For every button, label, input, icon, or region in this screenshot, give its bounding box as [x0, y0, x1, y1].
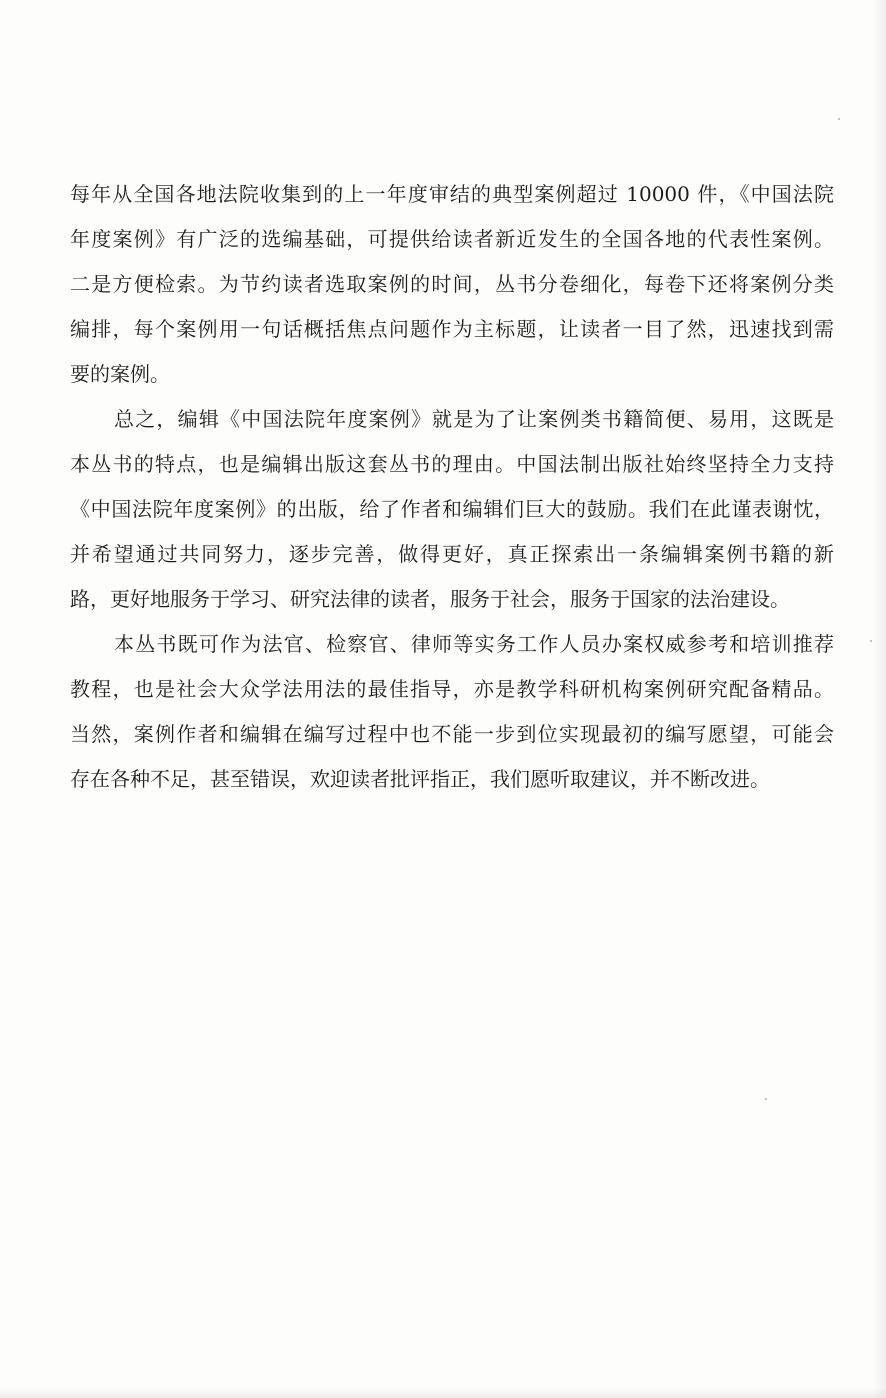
- text-line: 路，更好地服务于学习、研究法律的读者，服务于社会，服务于国家的法治建设。: [70, 587, 790, 611]
- text-line: 年度案例》有广泛的选编基础，可提供给读者新近发生的全国各地的代表性案例。: [70, 227, 834, 251]
- paragraph-1: [70, 172, 834, 397]
- text-line: 本丛书的特点，也是编辑出版这套丛书的理由。中国法制出版社始终坚持全力支持: [70, 452, 834, 476]
- text-line: 每年从全国各地法院收集到的上一年度审结的典型案例超过 10000 件，《中国法院: [70, 182, 834, 206]
- text-line: 总之，编辑《中国法院年度案例》就是为了让案例类书籍简便、易用，这既是: [114, 407, 834, 431]
- scan-speck: [765, 1098, 767, 1100]
- text-line: 二是方便检索。为节约读者选取案例的时间，丛书分卷细化，每卷下还将案例分类: [70, 272, 834, 296]
- paragraph-3: [70, 622, 834, 802]
- body-text: [70, 172, 834, 802]
- text-line: 本丛书既可作为法官、检察官、律师等实务工作人员办案权威参考和培训推荐: [114, 632, 834, 656]
- scan-speck: [838, 118, 840, 120]
- paragraph-2: [70, 397, 834, 622]
- text-line: 编排，每个案例用一句话概括焦点问题作为主标题，让读者一目了然，迅速找到需: [70, 317, 834, 341]
- text-line: 教程，也是社会大众学法用法的最佳指导，亦是教学科研机构案例研究配备精品。: [70, 677, 834, 701]
- text-line: 当然，案例作者和编辑在编写过程中也不能一步到位实现最初的编写愿望，可能会: [70, 722, 834, 746]
- text-line: 并希望通过共同努力，逐步完善，做得更好，真正探索出一条编辑案例书籍的新: [70, 542, 834, 566]
- scan-speck: [870, 640, 872, 642]
- text-line: 《中国法院年度案例》的出版，给了作者和编辑们巨大的鼓励。我们在此谨表谢忱，: [70, 497, 834, 521]
- scan-bottom-shadow: [0, 1388, 886, 1398]
- text-line: 要的案例。: [70, 362, 170, 386]
- text-line: 存在各种不足，甚至错误，欢迎读者批评指正，我们愿听取建议，并不断改进。: [70, 767, 770, 791]
- scan-edge-shadow: [872, 0, 886, 1398]
